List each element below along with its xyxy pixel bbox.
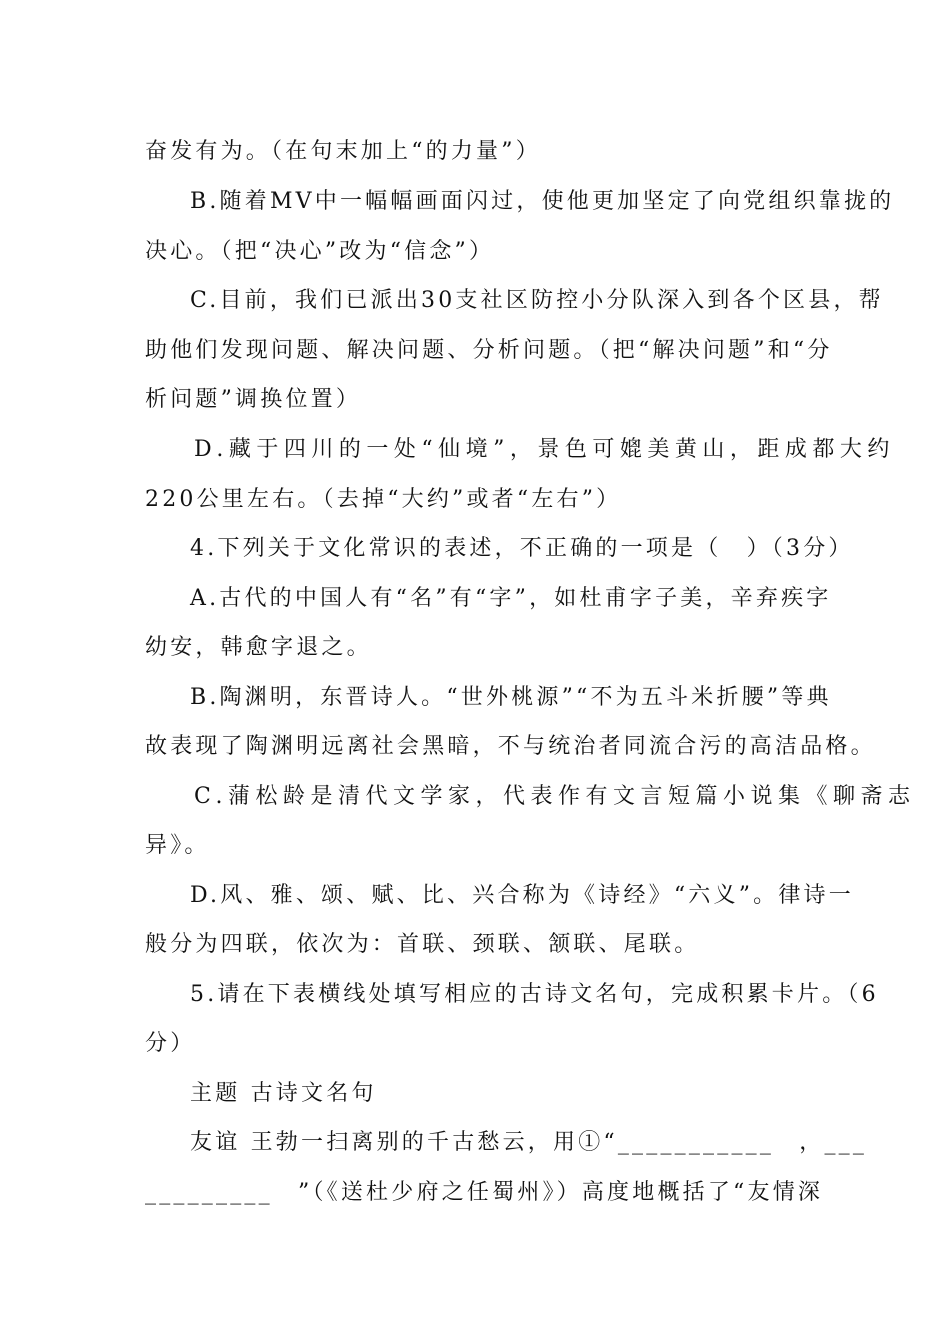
text-line-11: 幼安，韩愈字退之。 bbox=[145, 635, 372, 660]
text-line-12: B.陶渊明，东晋诗人。“世外桃源”“不为五斗米折腰”等典 bbox=[190, 685, 832, 710]
table-row-friendship-cont: _________ ”（《送杜少府之任蜀州》）高度地概括了“友情深 bbox=[145, 1180, 824, 1205]
text-line-4: C.目前，我们已派出30支社区防控小分队深入到各个区县，帮 bbox=[190, 288, 884, 313]
question-4-stem: 4.下列关于文化常识的表述，不正确的一项是（ ）（3分） bbox=[190, 536, 854, 561]
text-line-19: 分） bbox=[145, 1031, 196, 1056]
text-line-3: 决心。（把“决心”改为“信念”） bbox=[145, 239, 495, 264]
text-line-15: 异》。 bbox=[145, 833, 210, 858]
text-line-2: B.随着MV中一幅幅画面闪过，使他更加坚定了向党组织靠拢的 bbox=[190, 189, 895, 214]
table-header-row: 主题 古诗文名句 bbox=[190, 1081, 377, 1106]
question-5-stem: 5.请在下表横线处填写相应的古诗文名句，完成积累卡片。（6 bbox=[190, 982, 879, 1007]
text-line-13: 故表现了陶渊明远离社会黑暗，不与统治者同流合污的高洁品格。 bbox=[145, 734, 876, 759]
text-line-7: D.藏于四川的一处“仙境”，景色可媲美黄山，距成都大约 bbox=[194, 437, 895, 462]
table-row-friendship: 友谊 王勃一扫离别的千古愁云，用①“___________ ，___ bbox=[190, 1130, 868, 1155]
text-line-10: A.古代的中国人有“名”有“字”，如杜甫字子美，辛弃疾字 bbox=[190, 586, 832, 611]
text-line-1: 奋发有为。（在句末加上“的力量”） bbox=[145, 139, 541, 164]
text-line-14: C.蒲松龄是清代文学家，代表作有文言短篇小说集《聊斋志 bbox=[194, 784, 916, 809]
text-line-16: D.风、雅、颂、赋、比、兴合称为《诗经》“六义”。律诗一 bbox=[190, 883, 854, 908]
text-line-6: 析问题”调换位置） bbox=[145, 387, 362, 412]
text-line-8: 220公里左右。（去掉“大约”或者“左右”） bbox=[145, 487, 622, 512]
text-line-5: 助他们发现问题、解决问题、分析问题。（把“解决问题”和“分 bbox=[145, 338, 833, 363]
text-line-17: 般分为四联，依次为：首联、颈联、颔联、尾联。 bbox=[145, 932, 700, 957]
